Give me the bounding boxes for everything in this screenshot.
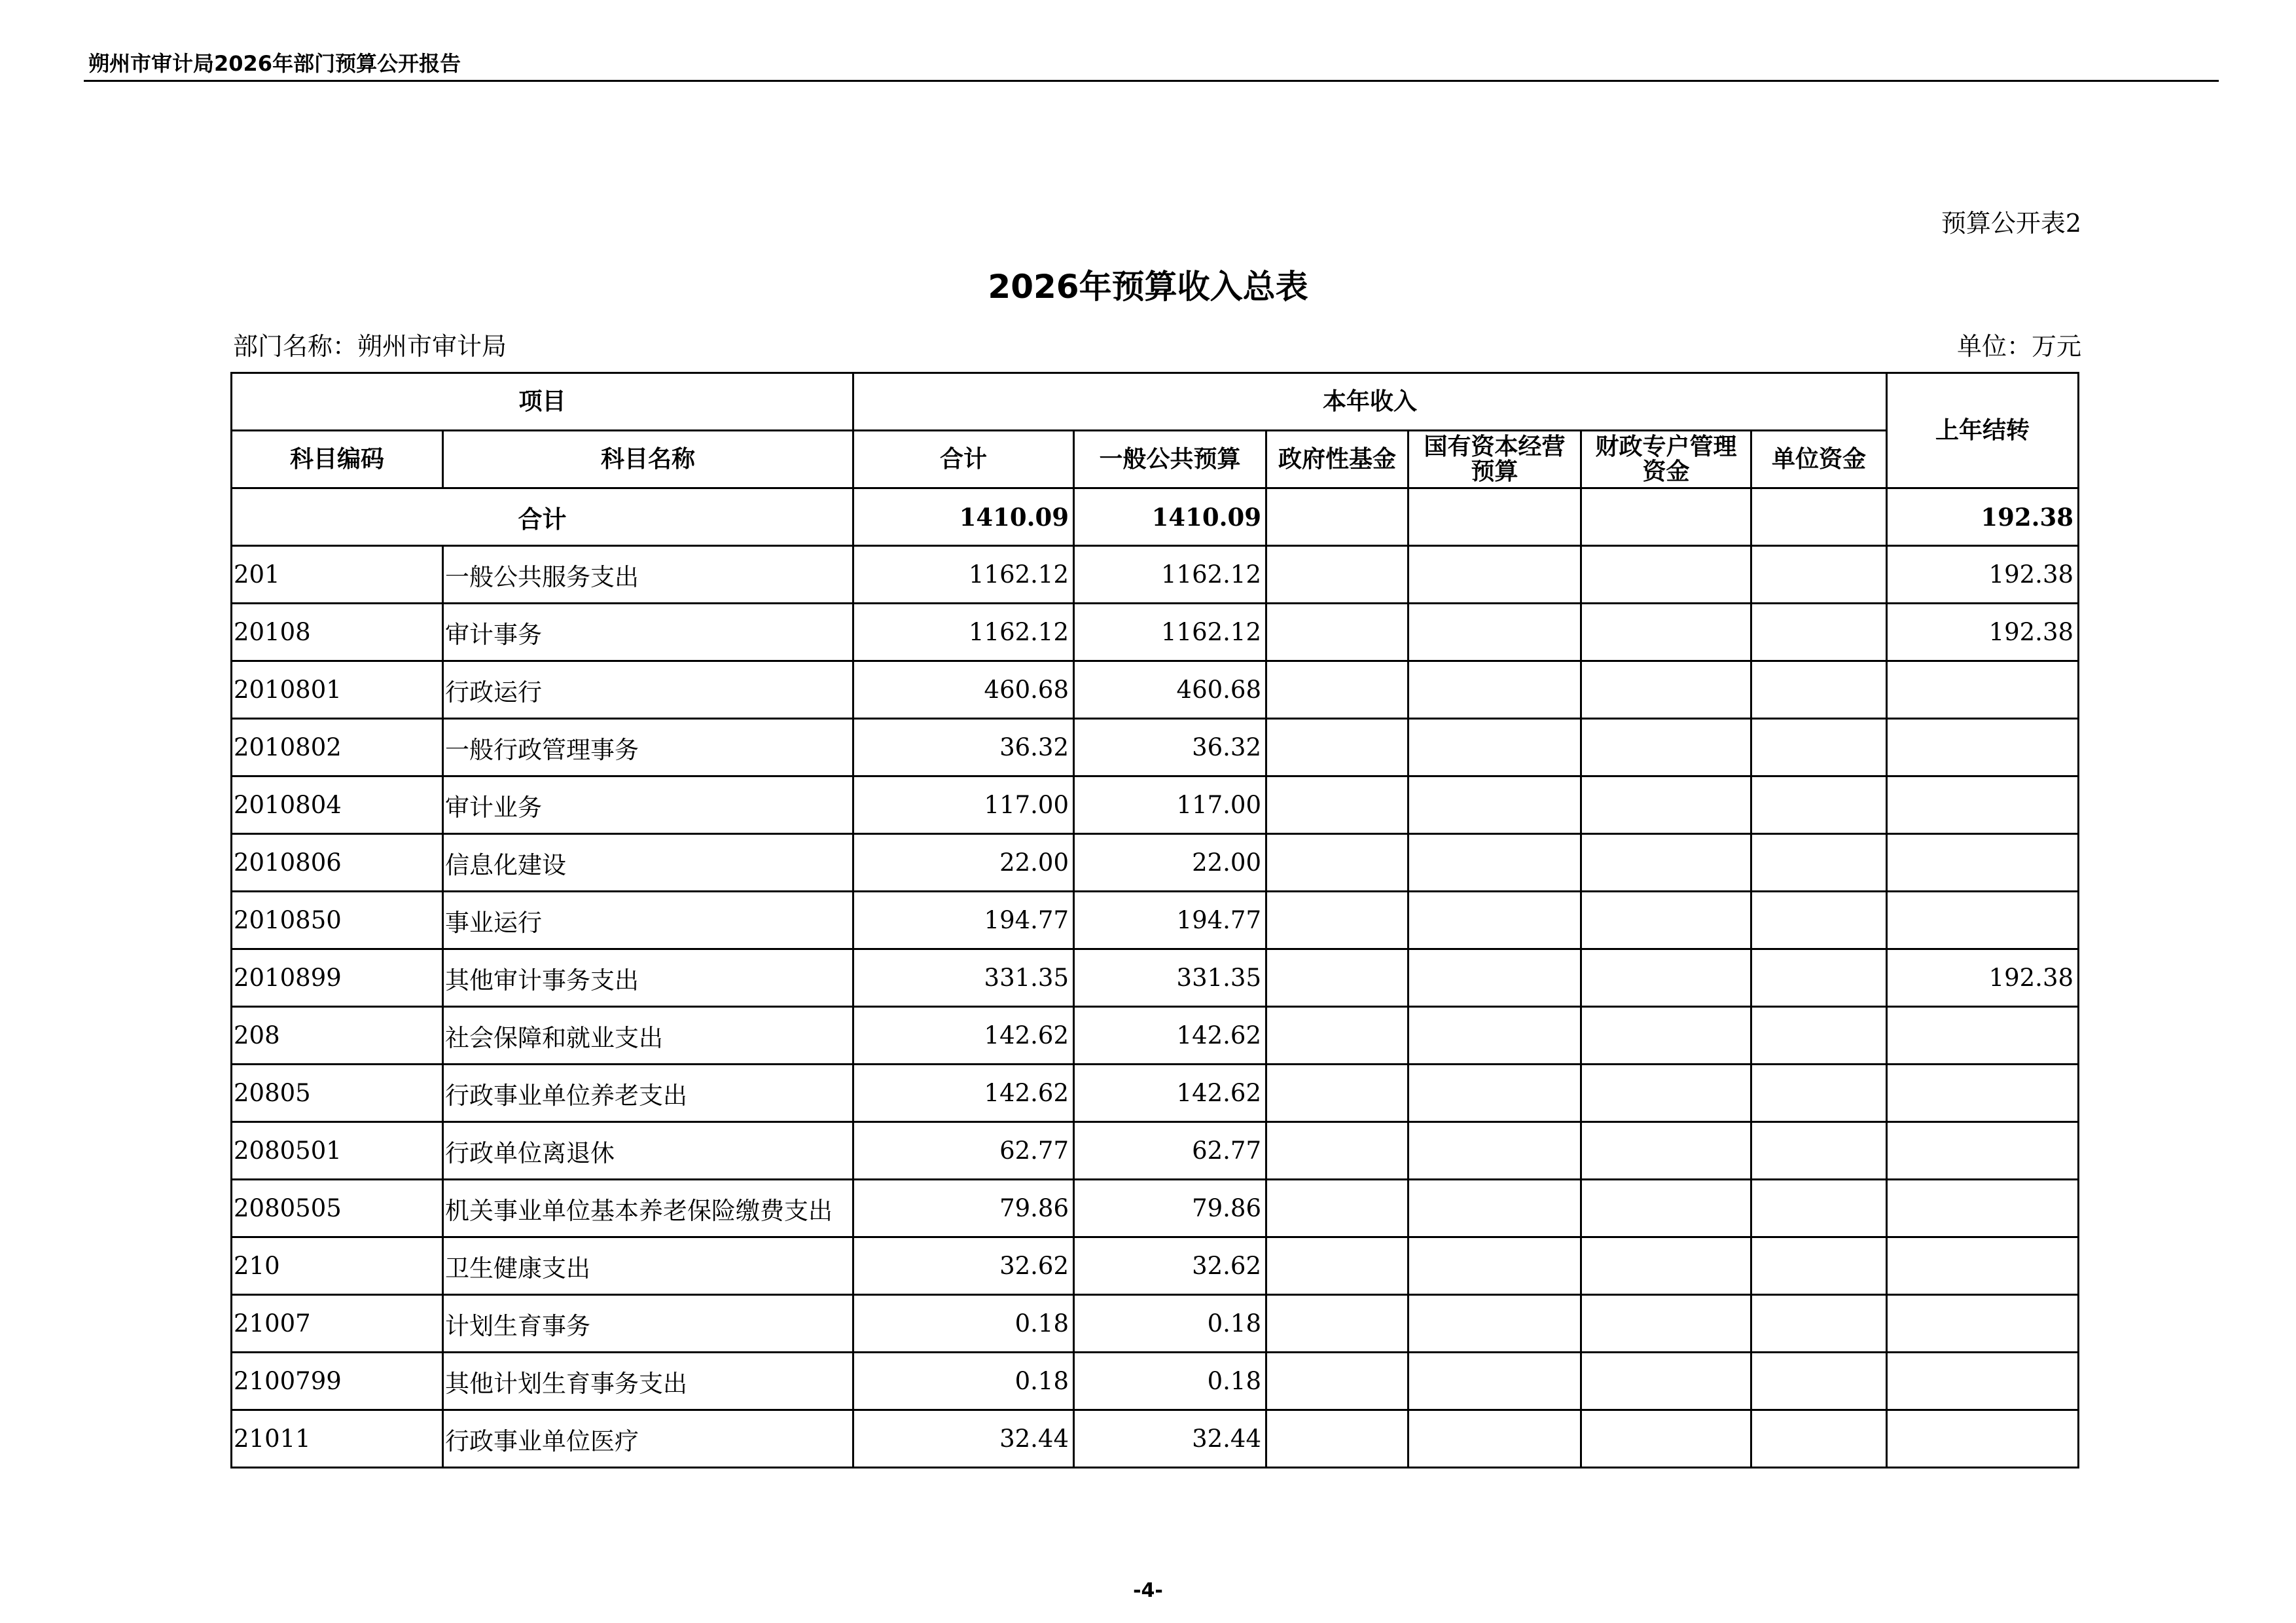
table-reference: 预算公开表2 (1941, 209, 2081, 238)
row-state-capital (1408, 604, 1581, 661)
table-row (232, 1353, 2079, 1410)
row-unit-fund (1751, 1295, 1887, 1353)
row-code: 20805 (232, 1065, 443, 1122)
row-total: 117.00 (853, 776, 1074, 834)
row-code: 2010801 (232, 661, 443, 719)
row-unit-fund (1751, 1410, 1887, 1468)
table-row (232, 834, 2079, 892)
row-total: 22.00 (853, 834, 1074, 892)
row-general: 117.00 (1074, 776, 1266, 834)
total-gov-fund (1266, 488, 1408, 546)
row-code: 2010806 (232, 834, 443, 892)
row-general: 36.32 (1074, 719, 1266, 776)
row-fiscal-special (1581, 719, 1751, 776)
row-gov-fund (1266, 546, 1408, 604)
row-state-capital (1408, 1353, 1581, 1410)
row-fiscal-special (1581, 776, 1751, 834)
row-general: 22.00 (1074, 834, 1266, 892)
total-unit-fund (1751, 488, 1887, 546)
row-name: 社会保障和就业支出 (443, 1007, 853, 1065)
row-gov-fund (1266, 1410, 1408, 1468)
row-general: 0.18 (1074, 1353, 1266, 1410)
table-row (232, 661, 2079, 719)
row-fiscal-special (1581, 1122, 1751, 1180)
row-fiscal-special (1581, 1065, 1751, 1122)
row-total: 62.77 (853, 1122, 1074, 1180)
row-unit-fund (1751, 719, 1887, 776)
row-code: 201 (232, 546, 443, 604)
running-header-title: 朔州市审计局2026年部门预算公开报告 (88, 51, 461, 76)
header-current-income: 本年收入 (853, 373, 1887, 431)
table-row (232, 776, 2079, 834)
row-gov-fund (1266, 1353, 1408, 1410)
row-code: 2080501 (232, 1122, 443, 1180)
unit-label: 单位：万元 (1956, 332, 2081, 361)
row-fiscal-special (1581, 949, 1751, 1007)
row-total: 331.35 (853, 949, 1074, 1007)
total-fiscal-special (1581, 488, 1751, 546)
row-carryover (1887, 1353, 2079, 1410)
table-row (232, 1065, 2079, 1122)
row-unit-fund (1751, 834, 1887, 892)
row-carryover: 192.38 (1887, 949, 2079, 1007)
row-carryover (1887, 1295, 2079, 1353)
row-name: 事业运行 (443, 892, 853, 949)
column-header-gov-fund: 政府性基金 (1266, 431, 1408, 488)
row-state-capital (1408, 719, 1581, 776)
row-name: 信息化建设 (443, 834, 853, 892)
row-code: 21011 (232, 1410, 443, 1468)
table-row (232, 949, 2079, 1007)
row-fiscal-special (1581, 892, 1751, 949)
row-unit-fund (1751, 1122, 1887, 1180)
column-header-unit-fund: 单位资金 (1751, 431, 1887, 488)
row-name: 行政运行 (443, 661, 853, 719)
row-state-capital (1408, 892, 1581, 949)
row-general: 32.44 (1074, 1410, 1266, 1468)
header-divider (84, 80, 2219, 82)
row-gov-fund (1266, 1122, 1408, 1180)
row-state-capital (1408, 1180, 1581, 1237)
row-total: 0.18 (853, 1295, 1074, 1353)
row-general: 194.77 (1074, 892, 1266, 949)
row-fiscal-special (1581, 1007, 1751, 1065)
total-carryover: 192.38 (1887, 488, 2079, 546)
budget-income-table (230, 372, 2079, 1468)
row-fiscal-special (1581, 1180, 1751, 1237)
row-general: 460.68 (1074, 661, 1266, 719)
row-total: 142.62 (853, 1007, 1074, 1065)
row-state-capital (1408, 1007, 1581, 1065)
report-title: 2026年预算收入总表 (988, 268, 1308, 306)
row-carryover (1887, 892, 2079, 949)
row-state-capital (1408, 1295, 1581, 1353)
row-code: 20108 (232, 604, 443, 661)
row-code: 21007 (232, 1295, 443, 1353)
table-row (232, 1122, 2079, 1180)
row-carryover (1887, 1410, 2079, 1468)
row-general: 79.86 (1074, 1180, 1266, 1237)
column-header-total: 合计 (853, 431, 1074, 488)
table-row (232, 546, 2079, 604)
row-general: 1162.12 (1074, 604, 1266, 661)
total-sum: 1410.09 (853, 488, 1074, 546)
row-name: 机关事业单位基本养老保险缴费支出 (443, 1180, 853, 1237)
row-unit-fund (1751, 1237, 1887, 1295)
row-carryover (1887, 1065, 2079, 1122)
row-carryover: 192.38 (1887, 604, 2079, 661)
row-name: 其他审计事务支出 (443, 949, 853, 1007)
row-unit-fund (1751, 892, 1887, 949)
row-total: 36.32 (853, 719, 1074, 776)
total-label: 合计 (232, 488, 853, 546)
row-fiscal-special (1581, 1237, 1751, 1295)
row-gov-fund (1266, 1065, 1408, 1122)
row-carryover (1887, 661, 2079, 719)
total-row (232, 488, 2079, 546)
row-code: 2010850 (232, 892, 443, 949)
row-gov-fund (1266, 1180, 1408, 1237)
row-unit-fund (1751, 1180, 1887, 1237)
row-total: 79.86 (853, 1180, 1074, 1237)
row-state-capital (1408, 1410, 1581, 1468)
row-gov-fund (1266, 604, 1408, 661)
row-code: 210 (232, 1237, 443, 1295)
row-total: 1162.12 (853, 546, 1074, 604)
row-carryover (1887, 1007, 2079, 1065)
row-total: 142.62 (853, 1065, 1074, 1122)
row-carryover: 192.38 (1887, 546, 2079, 604)
row-fiscal-special (1581, 604, 1751, 661)
row-unit-fund (1751, 1007, 1887, 1065)
total-state-capital (1408, 488, 1581, 546)
row-name: 卫生健康支出 (443, 1237, 853, 1295)
row-fiscal-special (1581, 1353, 1751, 1410)
row-code: 2080505 (232, 1180, 443, 1237)
row-name: 审计事务 (443, 604, 853, 661)
row-general: 142.62 (1074, 1007, 1266, 1065)
header-carryover: 上年结转 (1887, 373, 2079, 488)
row-state-capital (1408, 834, 1581, 892)
table-row (232, 719, 2079, 776)
row-total: 460.68 (853, 661, 1074, 719)
row-name: 行政事业单位医疗 (443, 1410, 853, 1468)
row-state-capital (1408, 1065, 1581, 1122)
row-carryover (1887, 1122, 2079, 1180)
header-project: 项目 (232, 373, 853, 431)
column-header-general: 一般公共预算 (1074, 431, 1266, 488)
page-number: -4- (1133, 1579, 1163, 1602)
row-gov-fund (1266, 1007, 1408, 1065)
row-gov-fund (1266, 892, 1408, 949)
row-unit-fund (1751, 546, 1887, 604)
table-row (232, 1237, 2079, 1295)
row-gov-fund (1266, 661, 1408, 719)
table-row (232, 892, 2079, 949)
row-state-capital (1408, 776, 1581, 834)
row-gov-fund (1266, 834, 1408, 892)
row-name: 行政单位离退休 (443, 1122, 853, 1180)
row-code: 208 (232, 1007, 443, 1065)
row-fiscal-special (1581, 1295, 1751, 1353)
row-general: 0.18 (1074, 1295, 1266, 1353)
row-code: 2010802 (232, 719, 443, 776)
row-state-capital (1408, 546, 1581, 604)
table-row (232, 604, 2079, 661)
row-general: 1162.12 (1074, 546, 1266, 604)
row-state-capital (1408, 661, 1581, 719)
total-general: 1410.09 (1074, 488, 1266, 546)
row-name: 一般行政管理事务 (443, 719, 853, 776)
row-code: 2010899 (232, 949, 443, 1007)
row-fiscal-special (1581, 546, 1751, 604)
row-general: 62.77 (1074, 1122, 1266, 1180)
row-general: 331.35 (1074, 949, 1266, 1007)
row-unit-fund (1751, 604, 1887, 661)
column-header-code: 科目编码 (232, 431, 443, 488)
column-header-name: 科目名称 (443, 431, 853, 488)
row-unit-fund (1751, 949, 1887, 1007)
row-carryover (1887, 834, 2079, 892)
row-state-capital (1408, 1122, 1581, 1180)
column-header-state-capital: 国有资本经营预算 (1408, 431, 1581, 488)
row-name: 一般公共服务支出 (443, 546, 853, 604)
row-total: 1162.12 (853, 604, 1074, 661)
row-carryover (1887, 776, 2079, 834)
row-code: 2010804 (232, 776, 443, 834)
row-gov-fund (1266, 776, 1408, 834)
table-row (232, 1410, 2079, 1468)
row-total: 32.44 (853, 1410, 1074, 1468)
row-total: 0.18 (853, 1353, 1074, 1410)
row-state-capital (1408, 949, 1581, 1007)
row-fiscal-special (1581, 661, 1751, 719)
row-carryover (1887, 1180, 2079, 1237)
row-unit-fund (1751, 1353, 1887, 1410)
row-gov-fund (1266, 1237, 1408, 1295)
row-unit-fund (1751, 1065, 1887, 1122)
row-gov-fund (1266, 949, 1408, 1007)
row-total: 194.77 (853, 892, 1074, 949)
row-unit-fund (1751, 661, 1887, 719)
row-gov-fund (1266, 1295, 1408, 1353)
department-name: 部门名称：朔州市审计局 (233, 332, 507, 361)
row-name: 审计业务 (443, 776, 853, 834)
row-carryover (1887, 1237, 2079, 1295)
row-total: 32.62 (853, 1237, 1074, 1295)
row-code: 2100799 (232, 1353, 443, 1410)
row-general: 142.62 (1074, 1065, 1266, 1122)
row-carryover (1887, 719, 2079, 776)
row-gov-fund (1266, 719, 1408, 776)
column-header-fiscal-special: 财政专户管理资金 (1581, 431, 1751, 488)
table-row (232, 1007, 2079, 1065)
row-name: 行政事业单位养老支出 (443, 1065, 853, 1122)
row-general: 32.62 (1074, 1237, 1266, 1295)
row-fiscal-special (1581, 1410, 1751, 1468)
table-row (232, 1180, 2079, 1237)
row-name: 其他计划生育事务支出 (443, 1353, 853, 1410)
table-row (232, 1295, 2079, 1353)
row-name: 计划生育事务 (443, 1295, 853, 1353)
row-fiscal-special (1581, 834, 1751, 892)
row-unit-fund (1751, 776, 1887, 834)
row-state-capital (1408, 1237, 1581, 1295)
